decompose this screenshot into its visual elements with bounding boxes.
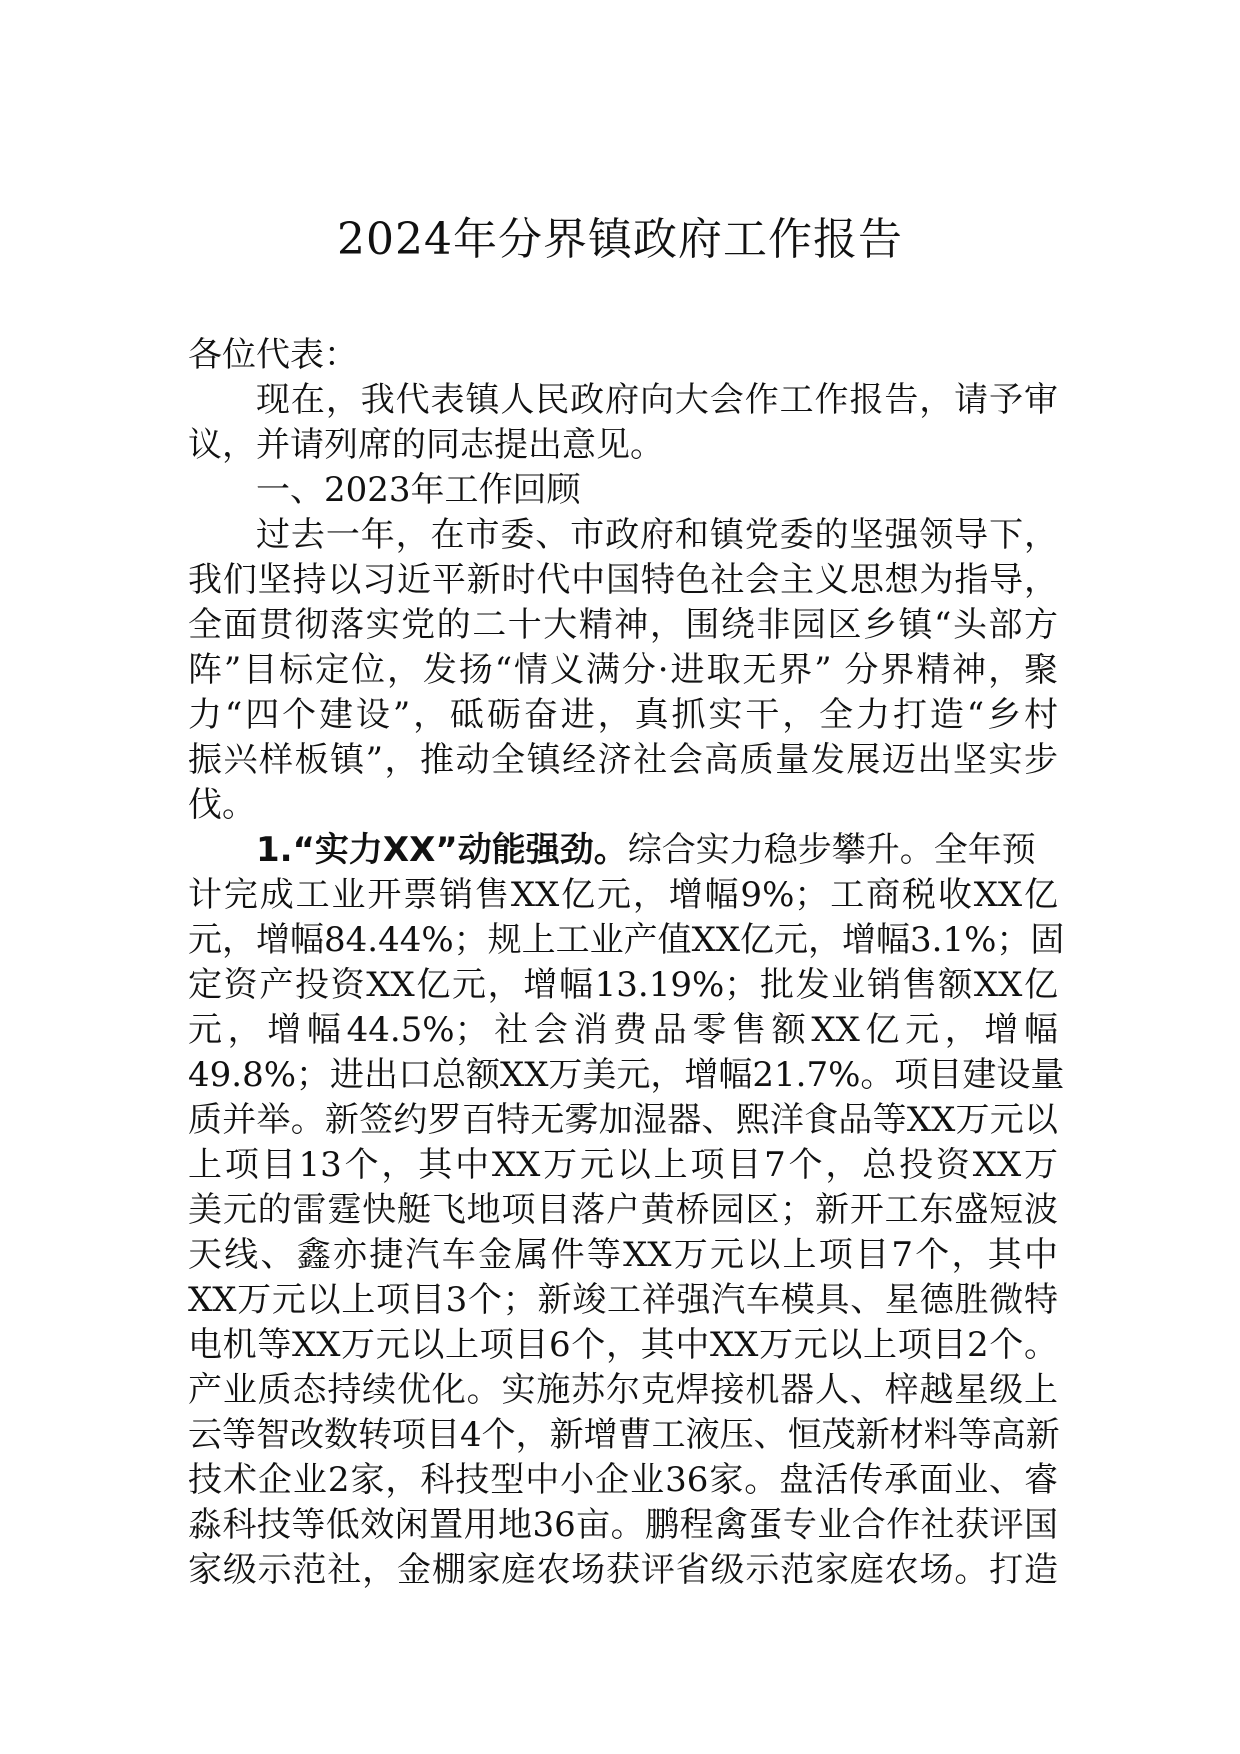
paragraph-line: 质并举。新签约罗百特无雾加湿器、熙洋食品等XX万元以: [188, 1100, 1058, 1140]
document-title: 2024年分界镇政府工作报告: [337, 214, 903, 265]
paragraph-line: 淼科技等低效闲置用地36亩。鹏程禽蛋专业合作社获评国: [188, 1505, 1058, 1545]
paragraph-text: 综合实力稳步攀升。全年预: [627, 830, 1036, 870]
paragraph-line: 议，并请列席的同志提出意见。: [188, 425, 664, 465]
paragraph-line: 伐。: [188, 785, 256, 825]
subsection-heading: 1.“实力XX”动能强劲。: [256, 830, 628, 870]
section-heading: 一、2023年工作回顾: [256, 470, 581, 510]
paragraph-line: 产业质态持续优化。实施苏尔克焊接机器人、梓越星级上: [188, 1370, 1058, 1410]
paragraph-line: 云等智改数转项目4个，新增曹工液压、恒茂新材料等高新: [188, 1415, 1060, 1455]
paragraph-line: 计完成工业开票销售XX亿元，增幅9%；工商税收XX亿: [188, 875, 1058, 915]
paragraph-line: 美元的雷霆快艇飞地项目落户黄桥园区；新开工东盛短波: [188, 1190, 1058, 1230]
subsection-first-line: [188, 828, 1058, 873]
paragraph-line: 阵”目标定位，发扬“情义满分·进取无界” 分界精神，聚: [188, 650, 1058, 690]
paragraph-line: 现在，我代表镇人民政府向大会作工作报告，请予审: [256, 380, 1058, 420]
paragraph-line: 元，增幅44.5%；社会消费品零售额XX亿元，增幅: [188, 1010, 1058, 1050]
paragraph-line: 技术企业2家，科技型中小企业36家。盘活传承面业、睿: [188, 1460, 1058, 1500]
paragraph-line: 定资产投资XX亿元，增幅13.19%；批发业销售额XX亿: [188, 965, 1058, 1005]
paragraph-line: 上项目13个，其中XX万元以上项目7个，总投资XX万: [188, 1145, 1058, 1185]
paragraph-line: 家级示范社，金棚家庭农场获评省级示范家庭农场。打造: [188, 1550, 1058, 1590]
paragraph-line: 振兴样板镇”，推动全镇经济社会高质量发展迈出坚实步: [188, 740, 1058, 780]
paragraph-line: 元，增幅84.44%；规上工业产值XX亿元，增幅3.1%；固: [188, 920, 1065, 960]
paragraph-line: 全面贯彻落实党的二十大精神，围绕非园区乡镇“头部方: [188, 605, 1058, 645]
salutation: 各位代表：: [188, 335, 358, 375]
paragraph-line: 过去一年，在市委、市政府和镇党委的坚强领导下，: [256, 515, 1058, 555]
paragraph-line: XX万元以上项目3个；新竣工祥强汽车模具、星德胜微特: [188, 1280, 1058, 1320]
paragraph-line: 我们坚持以习近平新时代中国特色社会主义思想为指导，: [188, 560, 1058, 600]
paragraph-line: 力“四个建设”，砥砺奋进，真抓实干，全力打造“乡村: [188, 695, 1058, 735]
paragraph-line: 49.8%；进出口总额XX万美元，增幅21.7%。项目建设量: [188, 1055, 1065, 1095]
paragraph-line: 天线、鑫亦捷汽车金属件等XX万元以上项目7个，其中: [188, 1235, 1058, 1275]
document-body: [188, 333, 1065, 1593]
paragraph-line: 电机等XX万元以上项目6个，其中XX万元以上项目2个。: [188, 1325, 1058, 1365]
